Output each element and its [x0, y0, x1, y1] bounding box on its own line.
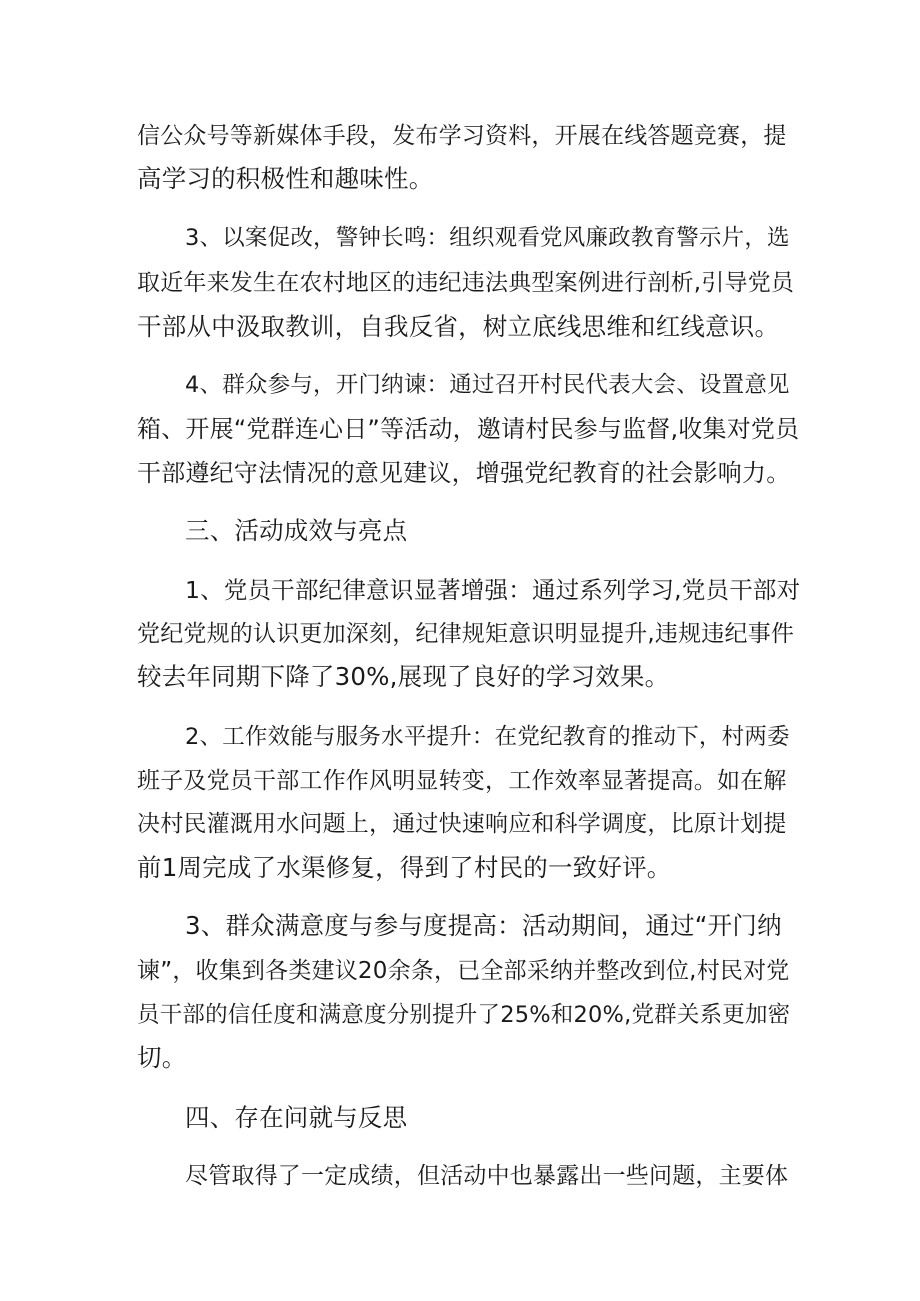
- section-heading: 三、活动成效与亮点: [185, 516, 408, 545]
- text-line: 干部遵纪守法情况的意见建议，增强党纪教育的社会影响力。: [137, 459, 791, 487]
- text-line: 谏”，收集到各类建议20余条，已全部采纳并整改到位,村民对党: [137, 958, 790, 984]
- text-line: 班子及党员干部工作作风明显转变，工作效率显著提高。如在解: [137, 768, 787, 794]
- text-line: 干部从中汲取教训，自我反省，树立底线思维和红线意识。: [137, 312, 780, 341]
- text-line: 党纪党规的认识更加深刻，纪律规矩意识明显提升,违规违纪事件: [137, 621, 795, 647]
- text-line: 箱、开展“党群连心日”等活动，邀请村民参与监督,收集对党员: [137, 415, 800, 443]
- text-line: 高学习的积极性和趣味性。: [137, 164, 434, 193]
- text-line: 信公众号等新媒体手段，发布学习资料，开展在线答题竞赛，提: [137, 123, 787, 149]
- text-line: 决村民灌溉用水问题上，通过快速响应和科学调度，比原计划提: [137, 811, 787, 837]
- text-line: 员干部的信任度和满意度分别提升了25%和20%,党群关系更加密: [137, 1002, 791, 1028]
- text-line: 尽管取得了一定成绩，但活动中也暴露出一些问题，主要体: [185, 1163, 789, 1189]
- section-heading: 四、存在问就与反思: [185, 1103, 408, 1132]
- text-line: 切。: [137, 1043, 187, 1072]
- text-line: 2、工作效能与服务水平提升：在党纪教育的推动下，村两委: [185, 724, 790, 750]
- text-line: 1、党员干部纪律意识显著增强：通过系列学习,党员干部对: [185, 576, 801, 604]
- text-line: 前1周完成了水渠修复，得到了村民的一致好评。: [137, 853, 672, 882]
- text-line: 3、以案促改，警钟长鸣：组织观看党风廉政教育警示片，选: [185, 225, 790, 251]
- text-line: 4、群众参与，开门纳谏：通过召开村民代表大会、设置意见: [185, 372, 790, 398]
- text-line: 较去年同期下降了30%,展现了良好的学习效果。: [137, 662, 670, 691]
- text-line: 3、群众满意度与参与度提高：活动期间，通过“开门纳: [185, 911, 782, 940]
- text-line: 取近年来发生在农村地区的违纪违法典型案例进行剖析,引导党员: [137, 270, 795, 296]
